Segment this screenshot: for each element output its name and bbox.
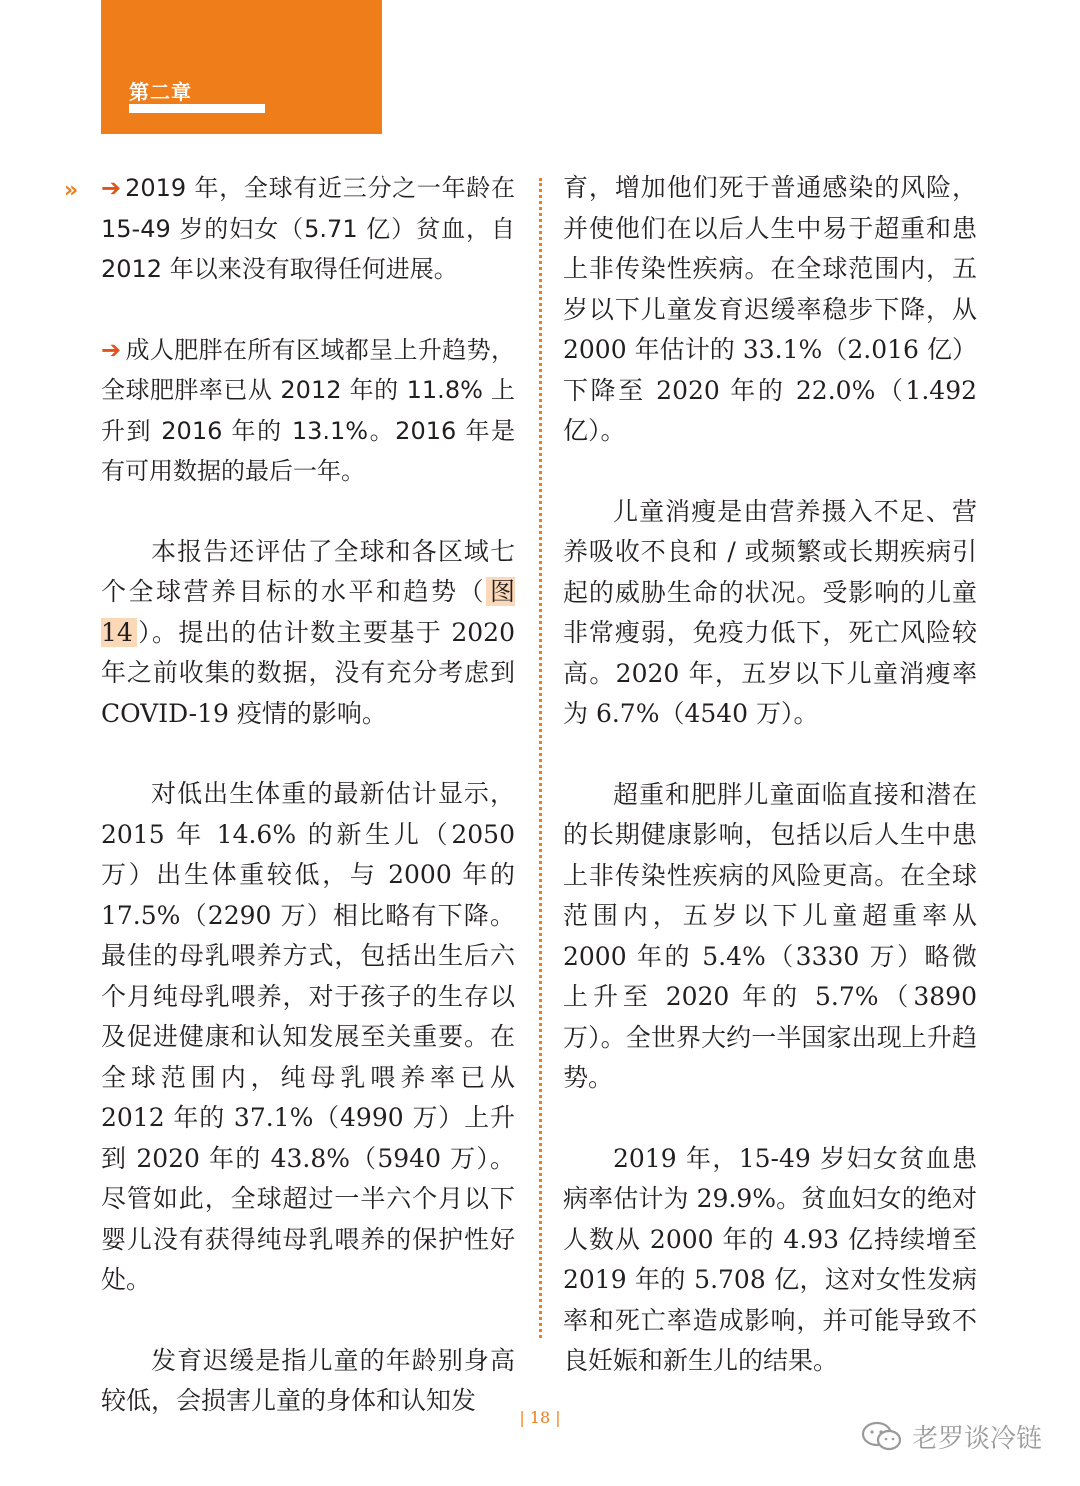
watermark-text: 老罗谈冷链 <box>912 1424 1043 1454</box>
body-paragraph: 发育迟缓是指儿童的年龄别身高较低，会损害儿童的身体和认知发 <box>101 1345 515 1415</box>
body-paragraph: 儿童消瘦是由营养摄入不足、营养吸收不良和 / 或频繁或长期疾病引起的威胁生命的状况。受影响的儿童非常瘦弱，免疫力低下，死亡风险较高。2020 年，五岁以下儿童消瘦率为 6.7%（4540 万）。 <box>563 496 977 728</box>
key-point-text: 成人肥胖在所有区域都呈上升趋势，全球肥胖率已从 2012 年的 11.8% 上升到 2016 年的 13.1%。2016 年是有可用数据的最后一年。 <box>101 335 515 485</box>
chapter-label: 第二章 <box>129 80 192 104</box>
left-column <box>101 168 515 1422</box>
footer-divider: | <box>555 1408 561 1427</box>
footer-divider: | <box>519 1408 525 1427</box>
chapter-underline <box>129 104 265 113</box>
body-paragraph-continued: 育，增加他们死于普通感染的风险，并使他们在以后人生中易于超重和患上非传染性疾病。在全球范围内，五岁以下儿童发育迟缓率稳步下降，从 2000 年估计的 33.1%（2.016 亿）下降至 2020 年的 22.0%（1.492 亿）。 <box>563 173 977 445</box>
key-points <box>101 168 515 492</box>
column-divider <box>539 178 542 1338</box>
right-column <box>563 168 977 1382</box>
body-paragraph: 超重和肥胖儿童面临直接和潜在的长期健康影响，包括以后人生中患上非传染性疾病的风险更高。在全球范围内，五岁以下儿童超重率从 2000 年的 5.4%（3330 万）略微上升至 2020 年的 5.7%（3890 万）。全世界大约一半国家出现上升趋势。 <box>563 779 977 1092</box>
wechat-icon <box>860 1420 904 1454</box>
body-paragraph <box>101 532 515 735</box>
paragraph-text: ）。提出的估计数主要基于 2020 年之前收集的数据，没有充分考虑到 COVID-19 疫情的影响。 <box>101 617 515 728</box>
arrow-right-icon: ➔ <box>101 335 122 364</box>
body-paragraph: 2019 年，15-49 岁妇女贫血患病率估计为 29.9%。贫血妇女的绝对人数从 2000 年的 4.93 亿持续增至 2019 年的 5.708 亿，这对女性发病率和死亡率造成影响，并可能导致不良妊娠和新生儿的结果。 <box>563 1143 977 1375</box>
page-footer <box>516 1408 564 1427</box>
watermark <box>860 1418 1042 1455</box>
chevron-right-icon: » <box>64 178 79 203</box>
page-number: 18 <box>529 1408 551 1427</box>
key-point-text: 2019 年，全球有近三分之一年龄在 15-49 岁的妇女（5.71 亿）贫血，自 2012 年以来没有取得任何进展。 <box>101 174 515 283</box>
arrow-right-icon: ➔ <box>101 174 122 202</box>
key-point <box>101 330 515 492</box>
figure-reference-link[interactable]: 图 14 <box>101 577 515 647</box>
key-point <box>101 168 515 290</box>
paragraph-text: 本报告还评估了全球和各区域七个全球营养目标的水平和趋势（ <box>101 536 515 606</box>
chapter-tab <box>101 0 382 134</box>
body-paragraph: 对低出生体重的最新估计显示，2015 年 14.6% 的新生儿（2050 万）出生体重较低，与 2000 年的 17.5%（2290 万）相比略有下降。最佳的母乳喂养方式，包括出生后六个月纯母乳喂养，对于孩子的生存以及促进健康和认知发展至关重要。在全球范围内，纯母乳喂养率已从 2012 年的 37.1%（4990 万）上升到 2020 年的 43.8%（5940 万）。尽管如此，全球超过一半六个月以下婴儿没有获得纯母乳喂养的保护性好处。 <box>101 779 515 1294</box>
